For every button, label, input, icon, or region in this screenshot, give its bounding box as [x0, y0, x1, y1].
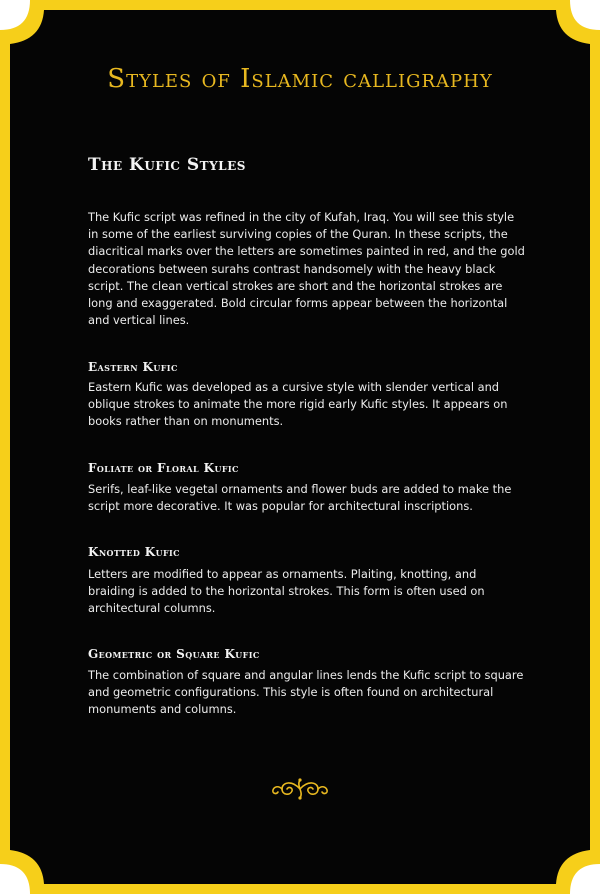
geometric-kufic-heading: Geometric or Square Kufic: [88, 647, 260, 661]
flourish-ornament-icon: [270, 776, 330, 802]
eastern-kufic-heading: Eastern Kufic: [88, 360, 178, 374]
section-intro: The Kufic script was refined in the city of Kufah, Iraq. You will see this style in some of the earliest surviving copies of the Quran. In these scripts, the diacritical marks over the letters are sometimes painted in red, and the gold decorations between surahs contrast handsomely with the heavy black script. The clean vertical strokes are short and the horizontal strokes are long and exaggerated. Bold circular forms appear between the horizontal and vertical lines.: [88, 210, 525, 328]
section-heading: The Kufic Styles: [88, 155, 246, 175]
knotted-kufic-text: Letters are modified to appear as ornaments. Plaiting, knotting, and braiding is added to the horizontal strokes. This form is often used on architectural columns.: [88, 567, 485, 616]
foliate-kufic-text: Serifs, leaf-like vegetal ornaments and flower buds are added to make the script more decorative. It was popular for architectural inscriptions.: [88, 482, 512, 514]
geometric-kufic-text: The combination of square and angular lines lends the Kufic script to square and geometric configurations. This style is often found on architectural monuments and columns.: [88, 668, 524, 717]
frame-inner-panel: [10, 10, 590, 884]
knotted-kufic-heading: Knotted Kufic: [88, 545, 180, 559]
foliate-kufic-heading: Foliate or Floral Kufic: [88, 461, 239, 475]
eastern-kufic-text: Eastern Kufic was developed as a cursive style with slender vertical and oblique strokes to animate the more rigid early Kufic styles. It appears on books rather than on monuments.: [88, 380, 508, 429]
page-title: Styles of Islamic calligraphy: [107, 64, 493, 94]
